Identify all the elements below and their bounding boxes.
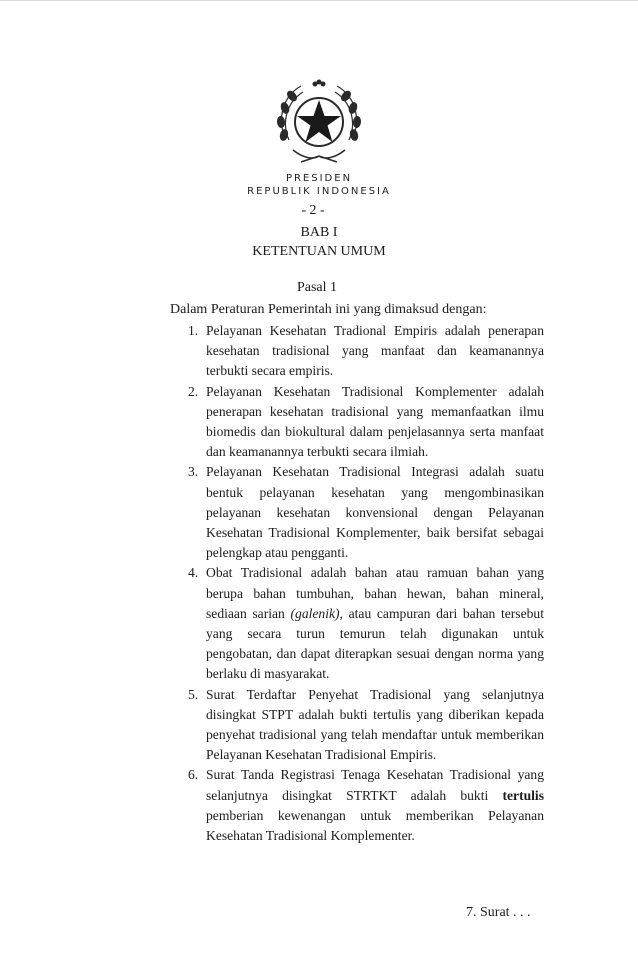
- item-text: Pelayanan Kesehatan Tradisional Integrasi adalah suatu bentuk pelayanan kesehatan yang mengombinasikan pelayanan kesehatan konvensional dengan Pelayanan Kesehatan Tradisional Komplementer, baik bersifat sebagai pelengkap atau pengganti.: [206, 464, 544, 561]
- item-text-part: Surat Tanda Registrasi Tenaga Kesehatan Tradisional yang selanjutnya disingkat STRTKT adalah bukti: [206, 767, 544, 803]
- list-item: [172, 462, 544, 563]
- item-text-part: pemberian kewenangan untuk memberikan Pelayanan Kesehatan Tradisional Komplementer.: [206, 807, 544, 844]
- item-number: 2.: [188, 383, 199, 399]
- article-heading: Pasal 1: [296, 280, 338, 295]
- list-item: [172, 765, 544, 846]
- item-text-bold: tertulis: [502, 787, 544, 803]
- continuation-marker: 7. Surat . . .: [466, 905, 531, 920]
- item-number: 3.: [188, 464, 199, 480]
- item-number: 5.: [188, 686, 199, 702]
- item-number: 4.: [188, 565, 199, 581]
- item-text: [206, 563, 544, 684]
- definition-list: [172, 321, 544, 846]
- list-item: [172, 563, 544, 684]
- top-border: [0, 0, 638, 1]
- item-text-italic: (galenik): [290, 605, 340, 621]
- seal-line-republik: REPUBLIK INDONESIA: [247, 186, 391, 197]
- item-text: Surat Terdaftar Penyehat Tradisional yang selanjutnya disingkat STPT adalah bukti tertulis yang diberikan kepada penyehat tradisional yang telah mendaftar untuk memberikan Pelayanan Kesehatan Tradisional Empiris.: [206, 686, 544, 763]
- item-text: [206, 765, 544, 846]
- item-text-part: , atau campuran dari bahan tersebut yang secara turun temurun telah digunakan untuk pengobatan, dan dapat diterapkan sesuai dengan norma yang berlaku di masyarakat.: [206, 605, 544, 682]
- chapter-number: BAB I: [300, 225, 338, 240]
- seal-line-presiden: PRESIDEN: [285, 173, 353, 184]
- item-text: Pelayanan Kesehatan Tradional Empiris adalah penerapan kesehatan tradisional yang manfaat dan keamanannya terbukti secara empiris.: [206, 323, 544, 379]
- intro-text: Dalam Peraturan Pemerintah ini yang dimaksud dengan:: [170, 302, 487, 317]
- garuda-emblem-icon: [271, 78, 367, 170]
- page-number: - 2 -: [301, 203, 325, 218]
- item-number: 1.: [188, 323, 199, 338]
- list-item: [172, 321, 544, 382]
- item-text: Pelayanan Kesehatan Tradisional Komplementer adalah penerapan kesehatan tradisional yang memanfaatkan ilmu biomedis dan biokultural dalam penjelasannya serta manfaat dan keamanannya terbukti secara ilmiah.: [206, 383, 544, 460]
- item-number: 6.: [188, 767, 199, 783]
- chapter-title: KETENTUAN UMUM: [252, 244, 386, 259]
- item-text-part: Obat Tradisional adalah bahan atau ramuan bahan yang berupa bahan tumbuhan, bahan hewan, bahan mineral, sediaan sarian: [206, 565, 544, 621]
- list-item: [172, 685, 544, 766]
- list-item: [172, 382, 544, 463]
